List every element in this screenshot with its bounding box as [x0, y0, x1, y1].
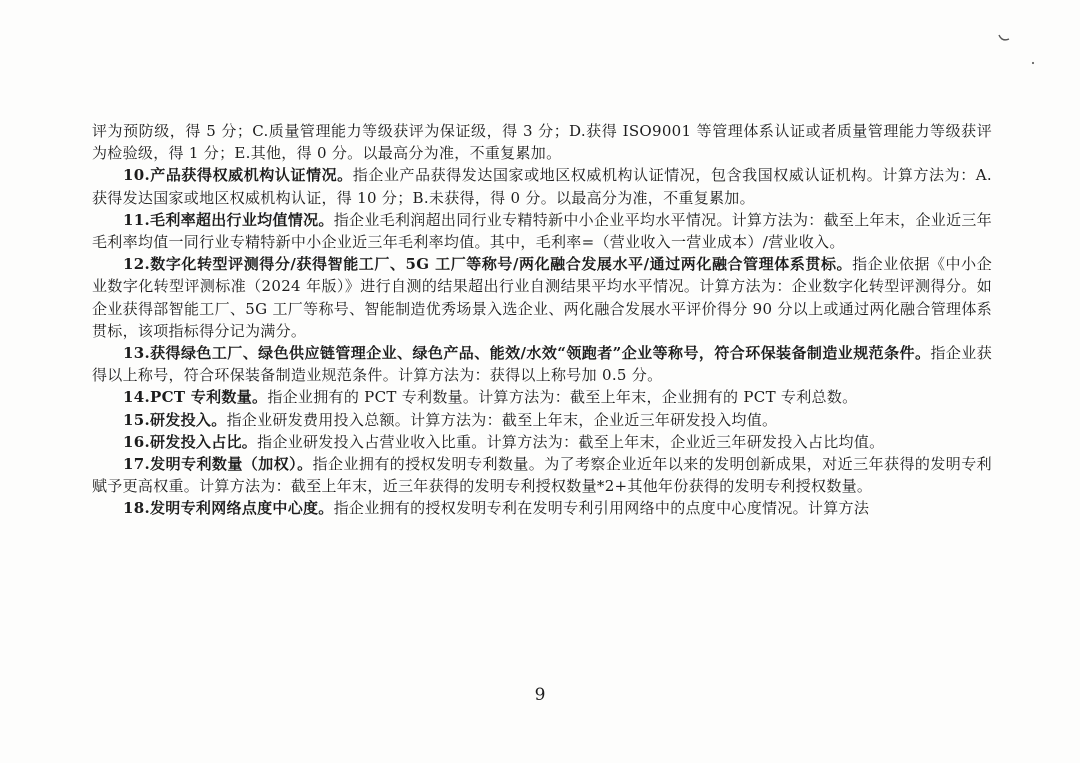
paragraph-heading: 11.毛利率超出行业均值情况。	[123, 210, 334, 229]
paragraph-body: 指企业研发投入占营业收入比重。计算方法为：截至上年末，企业近三年研发投入占比均值。	[257, 432, 885, 451]
paragraph	[92, 209, 992, 253]
paragraph-heading: 13.获得绿色工厂、绿色供应链管理企业、绿色产品、能效/水效“领跑者”企业等称号，符合环保装备制造业规范条件。	[123, 344, 931, 363]
paragraph-body: 指企业毛利润超出同行业专精特新中小企业平均水平情况。计算方法为：截至上年末，企业近三年毛利率均值一同行业专精特新中小企业近三年毛利率均值。其中，毛利率=（营业收入一营业成本）/营业收入。	[92, 210, 992, 252]
paragraph-body: 评为预防级，得 5 分；C.质量管理能力等级获评为保证级，得 3 分；D.获得 ISO9001 等管理体系认证或者质量管理能力等级获评为检验级，得 1 分；E.其他，得 0 分。以最高分为准，不重复累加。	[92, 122, 992, 163]
paragraph-body: 指企业依据《中小企业数字化转型评测标准（2024 年版）》进行自测的结果超出行业自测结果平均水平情况。计算方法为：企业数字化转型评测得分。如企业获得部智能工厂、5G 工厂等称号、智能制造优秀场景入选企业、两化融合发展水平评价得分 90 分以上或通过两化融合管理体系贯标，该项指标得分记为满分。	[92, 255, 992, 340]
paragraph	[92, 431, 992, 453]
paragraph-heading: 10.产品获得权威机构认证情况。	[123, 166, 353, 185]
paragraph-heading: 17.发明专利数量（加权）。	[123, 455, 313, 474]
scan-mark	[996, 30, 1016, 46]
paragraph-body: 指企业获得以上称号，符合环保装备制造业规范条件。计算方法为：获得以上称号加 0.5 分。	[92, 344, 992, 385]
paragraph-body: 指企业拥有的授权发明专利在发明专利引用网络中的点度中心度情况。计算方法	[333, 499, 870, 518]
paragraph-heading: 14.PCT 专利数量。	[123, 388, 268, 407]
paragraph	[92, 386, 992, 408]
paragraph	[92, 409, 992, 431]
paragraph-body: 指企业拥有的授权发明专利数量。为了考察企业近年以来的发明创新成果，对近三年获得的发明专利赋予更高权重。计算方法为：截至上年末，近三年获得的发明专利授权数量*2+其他年份获得的发明专利授权数量。	[92, 455, 992, 496]
paragraph	[92, 253, 992, 342]
paragraph-body: 指企业产品获得发达国家或地区权威机构认证情况，包含我国权威认证机构。计算方法为：A.获得发达国家或地区权威机构认证，得 10 分；B.未获得，得 0 分。以最高分为准，不重复累加。	[92, 166, 992, 207]
paragraph-heading: 16.研发投入占比。	[123, 432, 258, 451]
paragraph	[92, 342, 992, 386]
scan-dot	[1030, 60, 1038, 66]
body-text	[92, 120, 992, 520]
paragraph	[92, 497, 992, 519]
paragraph-body: 指企业拥有的 PCT 专利数量。计算方法为：截至上年末，企业拥有的 PCT 专利总数。	[267, 388, 858, 407]
paragraph	[92, 120, 992, 164]
paragraph	[92, 453, 992, 497]
paragraph-heading: 15.研发投入。	[123, 410, 227, 429]
paragraph-body: 指企业研发费用投入总额。计算方法为：截至上年末，企业近三年研发投入均值。	[226, 410, 778, 429]
page-number: 9	[534, 685, 546, 705]
paragraph-heading: 18.发明专利网络点度中心度。	[123, 499, 334, 518]
paragraph-heading: 12.数字化转型评测得分/获得智能工厂、5G 工厂等称号/两化融合发展水平/通过两化融合管理体系贯标。	[123, 255, 853, 274]
paragraph	[92, 164, 992, 208]
